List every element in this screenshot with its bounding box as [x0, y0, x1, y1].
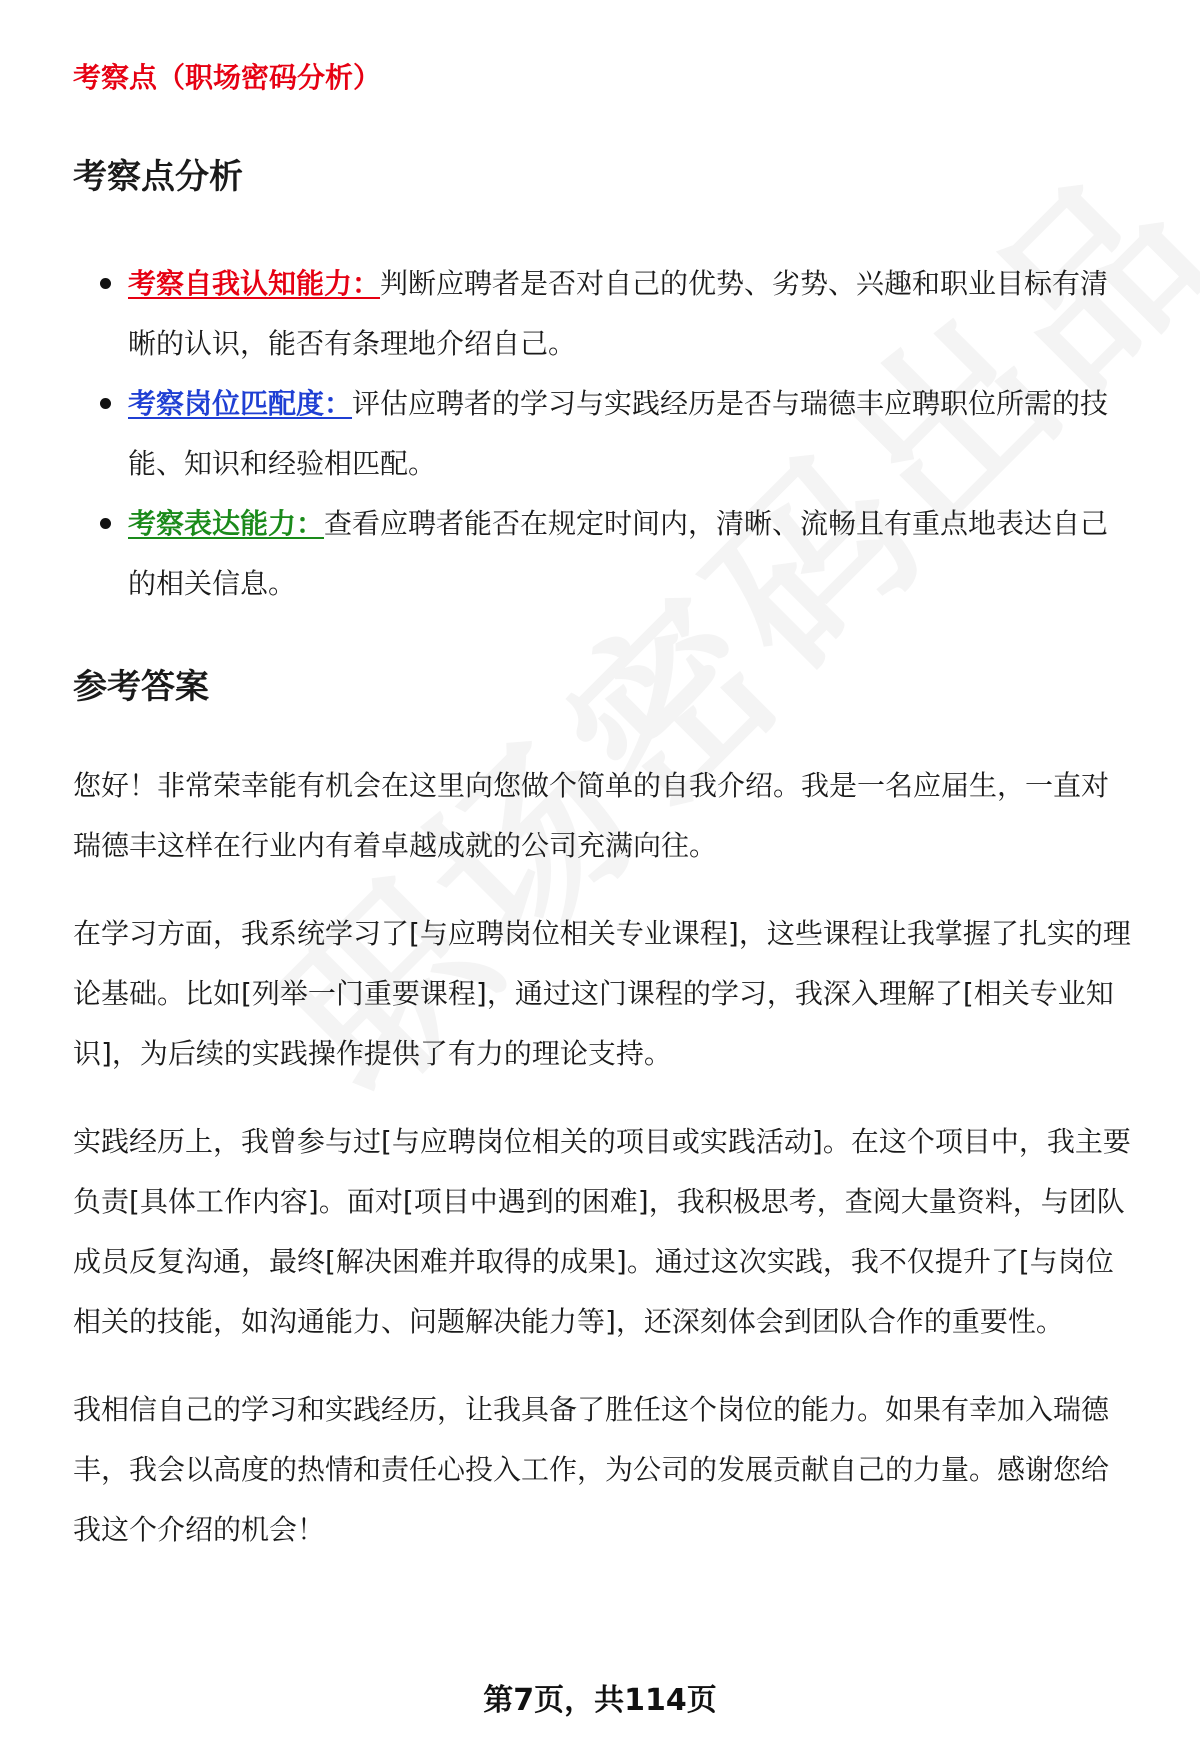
list-item: [73, 374, 1133, 494]
page-content: [73, 56, 1133, 1560]
page-number: 第7页，共114页: [483, 1683, 717, 1718]
answer-heading: 参考答案: [73, 667, 209, 707]
item-text: 查看应聘者能否在规定时间内，清晰、流畅且有重点地表达自己的相关信息。: [128, 507, 1109, 600]
page-title: 考察点（职场密码分析）: [73, 61, 382, 94]
answer-paragraph: 实践经历上，我曾参与过[与应聘岗位相关的项目或实践活动]。在这个项目中，我主要负责[具体工作内容]。面对[项目中遇到的困难]，我积极思考，查阅大量资料，与团队成员反复沟通，最终[解决困难并取得的成果]。通过这次实践，我不仅提升了[与岗位相关的技能，如沟通能力、问题解决能力等]，还深刻体会到团队合作的重要性。: [73, 1125, 1131, 1338]
list-item: [73, 254, 1133, 374]
analysis-heading: 考察点分析: [73, 157, 243, 197]
item-text: 判断应聘者是否对自己的优势、劣势、兴趣和职业目标有清晰的认识，能否有条理地介绍自己。: [128, 267, 1109, 360]
analysis-list: [73, 254, 1133, 614]
keyword-self-awareness: 考察自我认知能力：: [128, 267, 381, 300]
keyword-expression: 考察表达能力：: [128, 507, 325, 540]
answer-paragraph: 在学习方面，我系统学习了[与应聘岗位相关专业课程]，这些课程让我掌握了扎实的理论基础。比如[列举一门重要课程]，通过这门课程的学习，我深入理解了[相关专业知识]，为后续的实践操作提供了有力的理论支持。: [73, 917, 1131, 1070]
item-text: 评估应聘者的学习与实践经历是否与瑞德丰应聘职位所需的技能、知识和经验相匹配。: [128, 387, 1109, 480]
answer-paragraph: 您好！非常荣幸能有机会在这里向您做个简单的自我介绍。我是一名应届生，一直对瑞德丰这样在行业内有着卓越成就的公司充满向往。: [73, 769, 1110, 862]
answer-paragraph: 我相信自己的学习和实践经历，让我具备了胜任这个岗位的能力。如果有幸加入瑞德丰，我会以高度的热情和责任心投入工作，为公司的发展贡献自己的力量。感谢您给我这个介绍的机会！: [73, 1393, 1110, 1546]
list-item: [73, 494, 1133, 614]
keyword-job-match: 考察岗位匹配度：: [128, 387, 353, 420]
